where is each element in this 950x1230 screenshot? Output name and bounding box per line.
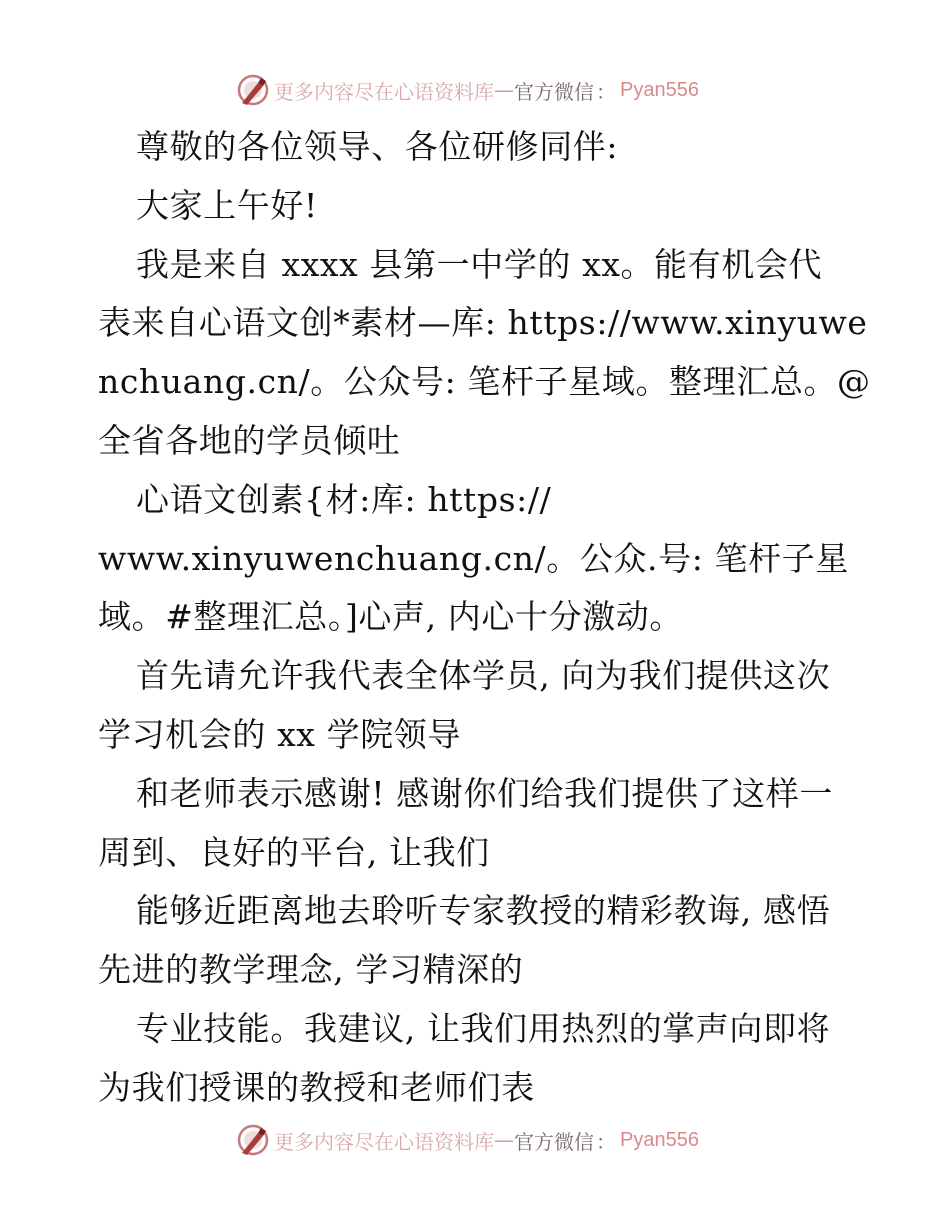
text-line: 先进的教学理念, 学习精深的 [98, 950, 524, 990]
pen-logo-icon [236, 1123, 270, 1157]
text-line: 我是来自 xxxx 县第一中学的 xx。能有机会代 [136, 244, 823, 284]
text-line: 心语文创素{材:库: https:// [136, 479, 552, 519]
text-line: 周到、良好的平台, 让我们 [98, 832, 490, 872]
watermark-separator: — [494, 78, 514, 102]
watermark-text: 更多内容尽在心语资料库 [274, 79, 494, 104]
text-line: 和老师表示感谢! 感谢你们给我们提供了这样一 [136, 773, 833, 813]
greeting: 大家上午好! [136, 185, 318, 225]
text-line: 专业技能。我建议, 让我们用热烈的掌声向即将 [136, 1008, 831, 1048]
watermark-separator: — [494, 1128, 514, 1152]
document-body [98, 118, 871, 1118]
footer-watermark [236, 1122, 699, 1158]
pen-logo-icon [236, 73, 270, 107]
watermark-wechat-id: Pyan556 [620, 1128, 699, 1151]
text-line: 学习机会的 xx 学院领导 [98, 714, 462, 754]
watermark-wechat-id: Pyan556 [620, 78, 699, 101]
watermark-text: 更多内容尽在心语资料库 [274, 1129, 494, 1154]
text-line: 表来自心语文创*素材—库: https://www.xinyuwe [98, 303, 868, 343]
watermark-colon: ： [596, 79, 616, 104]
text-line: 全省各地的学员倾吐 [98, 420, 401, 460]
watermark-official-label: 官方微信 [514, 1129, 594, 1154]
watermark-colon: ： [596, 1129, 616, 1154]
text-line: 首先请允许我代表全体学员, 向为我们提供这次 [136, 656, 831, 696]
text-line: 域。#整理汇总。]心声, 内心十分激动。 [98, 597, 684, 637]
text-line: 能够近距离地去聆听专家教授的精彩教诲, 感悟 [136, 891, 831, 931]
header-watermark [236, 72, 699, 108]
text-line: nchuang.cn/。公众号: 笔杆子星域。整理汇总。@ [98, 362, 871, 402]
watermark-official-label: 官方微信 [514, 79, 594, 104]
salutation: 尊敬的各位领导、各位研修同伴: [136, 127, 619, 166]
text-line: www.xinyuwenchuang.cn/。公众.号: 笔杆子星 [98, 538, 849, 578]
text-line: 为我们授课的教授和老师们表 [98, 1067, 535, 1107]
